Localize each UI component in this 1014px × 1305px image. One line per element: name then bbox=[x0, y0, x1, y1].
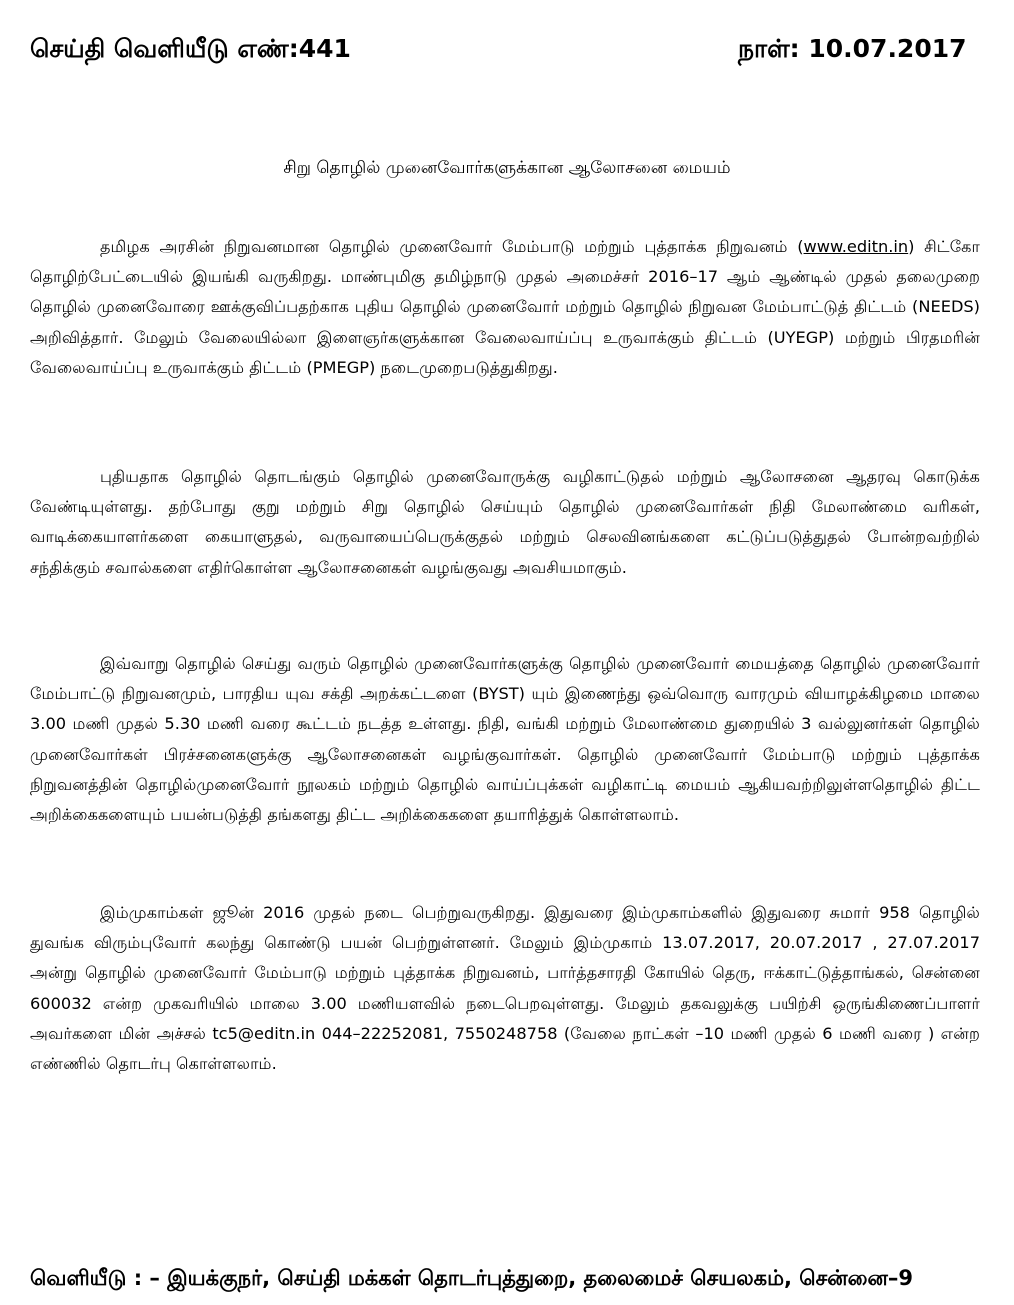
paragraph-3 bbox=[30, 649, 980, 830]
paragraph-1-text-b: ) சிட்கோ தொழிற்பேட்டையில் இயங்கி வருகிறது. மாண்புமிகு தமிழ்நாடு முதல் அமைச்சர் 2016–17 ஆம் ஆண்டில் முதல் தலைமுறை தொழில் முனைவோரை ஊக்குவிப்பதற்காக புதிய தொழில் முனைவோர் மற்றும் தொழில் நிறுவன மேம்பாட்டுத் திட்டம் (NEEDS) அறிவித்தார். மேலும் வேலையில்லா இளைஞர்களுக்கான வேலைவாய்ப்பு உருவாக்கும் திட்டம் (UYEGP) மற்றும் பிரதமரின் வேலைவாய்ப்பு உருவாக்கும் திட்டம் (PMEGP) நடைமுறைபடுத்துகிறது. bbox=[30, 237, 980, 377]
website-link[interactable]: www.editn.in bbox=[803, 237, 909, 256]
issuer-footer: வெளியீடு : – இயக்குநர், செய்தி மக்கள் தொடர்புத்துறை, தலைமைச் செயலகம், சென்னை–9 bbox=[30, 1266, 913, 1290]
paragraph-2-text: புதியதாக தொழில் தொடங்கும் தொழில் முனைவோருக்கு வழிகாட்டுதல் மற்றும் ஆலோசனை ஆதரவு கொடுக்க வேண்டியுள்ளது. தற்போது குறு மற்றும் சிறு தொழில் செய்யும் தொழில் முனைவோர்கள் நிதி மேலாண்மை வரிகள், வாடிக்கையாளர்களை கையாளுதல், வருவாயைப்பெருக்குதல் மற்றும் செலவினங்களை கட்டுப்படுத்துதல் போன்றவற்றில் சந்திக்கும் சவால்களை எதிர்கொள்ள ஆலோசனைகள் வழங்குவது அவசியமாகும். bbox=[30, 467, 981, 577]
document-title: சிறு தொழில் முனைவோர்களுக்கான ஆலோசனை மையம் bbox=[283, 158, 731, 178]
paragraph-1-text-a: தமிழக அரசின் நிறுவனமான தொழில் முனைவோர் மேம்பாடு மற்றும் புத்தாக்க நிறுவனம் ( bbox=[100, 237, 804, 256]
paragraph-2 bbox=[30, 462, 980, 583]
paragraph-1 bbox=[30, 232, 980, 383]
paragraph-3-text: இவ்வாறு தொழில் செய்து வரும் தொழில் முனைவோர்களுக்கு தொழில் முனைவோர் மையத்தை தொழில் முனைவோர் மேம்பாட்டு நிறுவனமும், பாரதிய யுவ சக்தி அறக்கட்டளை (BYST) யும் இணைந்து ஒவ்வொரு வாரமும் வியாழக்கிழமை மாலை 3.00 மணி முதல் 5.30 மணி வரை கூட்டம் நடத்த உள்ளது. நிதி, வங்கி மற்றும் மேலாண்மை துறையில் 3 வல்லுனர்கள் தொழில் முனைவோர்கள் பிரச்சனைகளுக்கு ஆலோசனைகள் வழங்குவார்கள். தொழில் முனைவோர் மேம்பாடு மற்றும் புத்தாக்க நிறுவனத்தின் தொழில்முனைவோர் நூலகம் மற்றும் தொழில் வாய்ப்புக்கள் வழிகாட்டி மையம் ஆகியவற்றிலுள்ளதொழில் திட்ட அறிக்கைகளையும் பயன்படுத்தி தங்களது திட்ட அறிக்கைகளை தயாரித்துக் கொள்ளலாம். bbox=[30, 654, 980, 825]
release-number: செய்தி வெளியீடு எண்:441 bbox=[30, 34, 351, 63]
paragraph-4-text: இம்முகாம்கள் ஜூன் 2016 முதல் நடை பெற்றுவருகிறது. இதுவரை இம்முகாம்களில் இதுவரை சுமார் 958 தொழில் துவங்க விரும்புவோர் கலந்து கொண்டு பயன் பெற்றுள்ளனர். மேலும் இம்முகாம் 13.07.2017, 20.07.2017 , 27.07.2017 அன்று தொழில் முனைவோர் மேம்பாடு மற்றும் புத்தாக்க நிறுவனம், பார்த்தசாரதி கோயில் தெரு, ஈக்காட்டுத்தாங்கல், சென்னை 600032 என்ற முகவரியில் மாலை 3.00 மணியளவில் நடைபெறவுள்ளது. மேலும் தகவலுக்கு பயிற்சி ஒருங்கிணைப்பாளர் அவர்களை மின் அச்சல் tc5@editn.in 044–22252081, 7550248758 (வேலை நாட்கள் –10 மணி முதல் 6 மணி வரை ) என்ற எண்ணில் தொடர்பு கொள்ளலாம். bbox=[30, 903, 980, 1074]
release-date: நாள்: 10.07.2017 bbox=[738, 34, 967, 63]
paragraph-4 bbox=[30, 898, 980, 1079]
